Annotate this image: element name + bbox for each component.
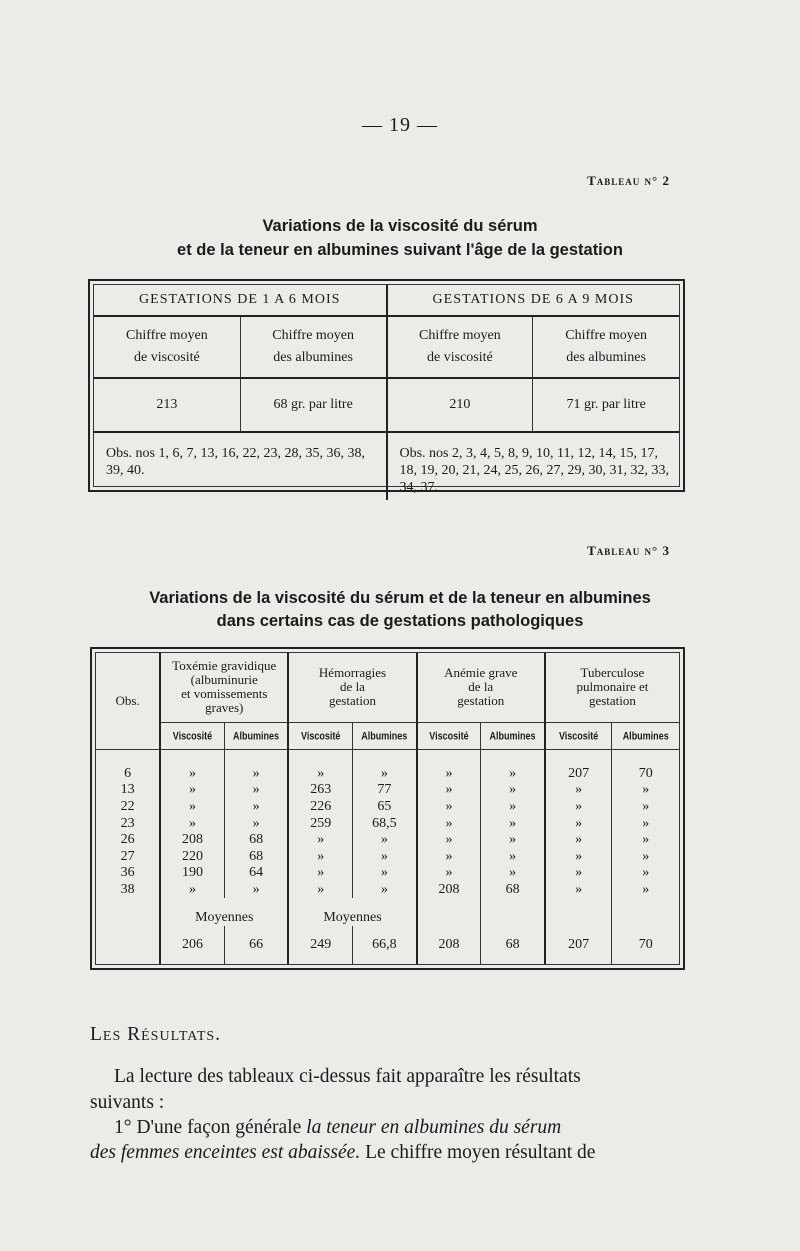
moyenne-value: 66: [224, 926, 288, 964]
cell-value: »: [612, 831, 679, 848]
cell-value: »: [224, 782, 288, 799]
results-para1-line1: La lecture des tableaux ci-dessus fait apparaître les résultats: [114, 1066, 581, 1087]
group-anemie-header: Anémie grave de la gestation: [417, 653, 545, 722]
cell-value: »: [288, 831, 352, 848]
cell-value: »: [288, 881, 352, 898]
group1-viscosity-value: 213: [94, 378, 240, 432]
moyenne-value: 68: [481, 926, 545, 964]
obs-number: 23: [120, 815, 135, 831]
cell-value: »: [160, 815, 224, 832]
obs-number: 22: [120, 799, 135, 815]
cell-value: »: [481, 765, 545, 782]
obs-number: 38: [120, 881, 135, 897]
cell-value: »: [224, 798, 288, 815]
cell-value: »: [353, 765, 417, 782]
group1-observations: Obs. nos 1, 6, 7, 13, 16, 22, 23, 28, 35, 36, 38, 39, 40.: [106, 446, 366, 478]
cell-value: »: [545, 782, 612, 799]
obs-number: 13: [120, 782, 135, 798]
cell-value: »: [417, 831, 481, 848]
table-row: [96, 798, 679, 815]
cell-value: 70: [612, 765, 679, 782]
cell-value: »: [417, 782, 481, 799]
group1-col1-header: Chiffre moyen de viscosité: [94, 316, 240, 378]
cell-value: »: [481, 848, 545, 865]
moyenne-value: 207: [545, 926, 612, 964]
cell-value: »: [481, 831, 545, 848]
group2-header: GESTATIONS DE 6 A 9 MOIS: [387, 285, 680, 316]
table2-title-line2: et de la teneur en albumines suivant l'âge de la gestation: [177, 241, 623, 259]
cell-value: 207: [545, 765, 612, 782]
cell-value: »: [417, 798, 481, 815]
group2-albumin-value: 71 gr. par litre: [533, 378, 679, 432]
results-para2-line2: des femmes enceintes est abaissée. Le chiffre moyen résultant de: [90, 1142, 596, 1163]
page-number: — 19 —: [362, 114, 438, 136]
col-header: Viscosité: [288, 719, 352, 752]
cell-value: 68: [481, 881, 545, 898]
cell-value: »: [545, 815, 612, 832]
group1-albumin-value: 68 gr. par litre: [240, 378, 386, 432]
cell-value: 68,5: [353, 815, 417, 832]
group2-observations: Obs. nos 2, 3, 4, 5, 8, 9, 10, 11, 12, 14, 15, 17, 18, 19, 20, 21, 24, 25, 26, 27, 29, 30, 31, 32, 33, 34, 37.: [387, 432, 680, 500]
col-header: Albumines: [612, 719, 679, 752]
obs-header: Obs.: [96, 653, 160, 750]
moyenne-value: 66,8: [353, 926, 417, 964]
col-header: Viscosité: [160, 719, 224, 752]
group-toxemie-header: Toxémie gravidique (albuminurie et vomissements graves): [160, 653, 288, 722]
cell-value: »: [224, 765, 288, 782]
col-header: Viscosité: [545, 719, 612, 752]
cell-value: »: [288, 848, 352, 865]
cell-value: 68: [224, 831, 288, 848]
cell-value: »: [612, 848, 679, 865]
cell-value: »: [481, 798, 545, 815]
cell-value: »: [288, 865, 352, 882]
cell-value: »: [481, 865, 545, 882]
cell-value: »: [612, 782, 679, 799]
obs-number: 26: [120, 832, 135, 848]
cell-value: 65: [353, 798, 417, 815]
table3: [90, 647, 685, 970]
cell-value: »: [417, 815, 481, 832]
cell-value: »: [160, 881, 224, 898]
table2-label: Tableau n° 2: [587, 173, 670, 188]
table-row: [96, 848, 679, 865]
cell-value: »: [481, 815, 545, 832]
cell-value: »: [545, 848, 612, 865]
table-row: [96, 782, 679, 799]
cell-value: »: [545, 831, 612, 848]
cell-value: »: [417, 765, 481, 782]
moyennes-label: Moyennes: [160, 898, 288, 927]
group2-col2-header: Chiffre moyen des albumines: [533, 316, 679, 378]
cell-value: »: [417, 865, 481, 882]
group1-col2-header: Chiffre moyen des albumines: [240, 316, 386, 378]
cell-value: »: [224, 815, 288, 832]
cell-value: 68: [224, 848, 288, 865]
results-heading: Les Résultats.: [90, 1024, 222, 1045]
col-header: Albumines: [353, 719, 417, 752]
cell-value: 208: [417, 881, 481, 898]
cell-value: »: [545, 798, 612, 815]
moyenne-value: 208: [417, 926, 481, 964]
group-tuberculose-header: Tuberculose pulmonaire et gestation: [545, 653, 679, 722]
table3-title-line1: Variations de la viscosité du sérum et de la teneur en albumines: [149, 589, 651, 607]
moyennes-label: Moyennes: [288, 898, 416, 927]
cell-value: »: [481, 782, 545, 799]
cell-value: 259: [288, 815, 352, 832]
obs-number: 6: [124, 765, 132, 781]
group-hemorragies-header: Hémorragies de la gestation: [288, 653, 416, 722]
results-para2-line1: 1° D'une façon générale la teneur en albumines du sérum: [114, 1117, 562, 1138]
cell-value: »: [417, 848, 481, 865]
table-row: [96, 815, 679, 832]
obs-number: 36: [120, 865, 135, 881]
group1-header: GESTATIONS DE 1 A 6 MOIS: [94, 285, 387, 316]
cell-value: »: [612, 881, 679, 898]
cell-value: »: [160, 782, 224, 799]
cell-value: »: [545, 865, 612, 882]
cell-value: »: [612, 815, 679, 832]
obs-number: 27: [120, 848, 135, 864]
moyenne-value: 206: [160, 926, 224, 964]
table-row: [96, 831, 679, 848]
cell-value: 220: [160, 848, 224, 865]
cell-value: »: [288, 765, 352, 782]
cell-value: 263: [288, 782, 352, 799]
table-row: [96, 865, 679, 882]
col-header: Viscosité: [417, 719, 481, 752]
table3-label: Tableau n° 3: [587, 543, 670, 558]
cell-value: »: [353, 881, 417, 898]
cell-value: 226: [288, 798, 352, 815]
cell-value: 64: [224, 865, 288, 882]
table-row: [96, 765, 679, 782]
cell-value: »: [224, 881, 288, 898]
group2-col1-header: Chiffre moyen de viscosité: [387, 316, 533, 378]
results-para1-line2: suivants :: [90, 1092, 165, 1113]
table2: [88, 279, 685, 495]
table2-title-line1: Variations de la viscosité du sérum: [262, 217, 538, 235]
cell-value: »: [612, 865, 679, 882]
cell-value: »: [160, 765, 224, 782]
moyenne-value: 249: [288, 926, 352, 964]
cell-value: »: [612, 798, 679, 815]
col-header: Albumines: [224, 719, 288, 752]
cell-value: 77: [353, 782, 417, 799]
cell-value: »: [353, 831, 417, 848]
cell-value: »: [160, 798, 224, 815]
table3-title-line2: dans certains cas de gestations pathologiques: [216, 612, 584, 630]
cell-value: 190: [160, 865, 224, 882]
cell-value: »: [353, 865, 417, 882]
group2-viscosity-value: 210: [387, 378, 533, 432]
table-row: [96, 881, 679, 898]
cell-value: »: [353, 848, 417, 865]
cell-value: »: [545, 881, 612, 898]
cell-value: 208: [160, 831, 224, 848]
moyenne-value: 70: [612, 926, 679, 964]
col-header: Albumines: [481, 719, 545, 752]
